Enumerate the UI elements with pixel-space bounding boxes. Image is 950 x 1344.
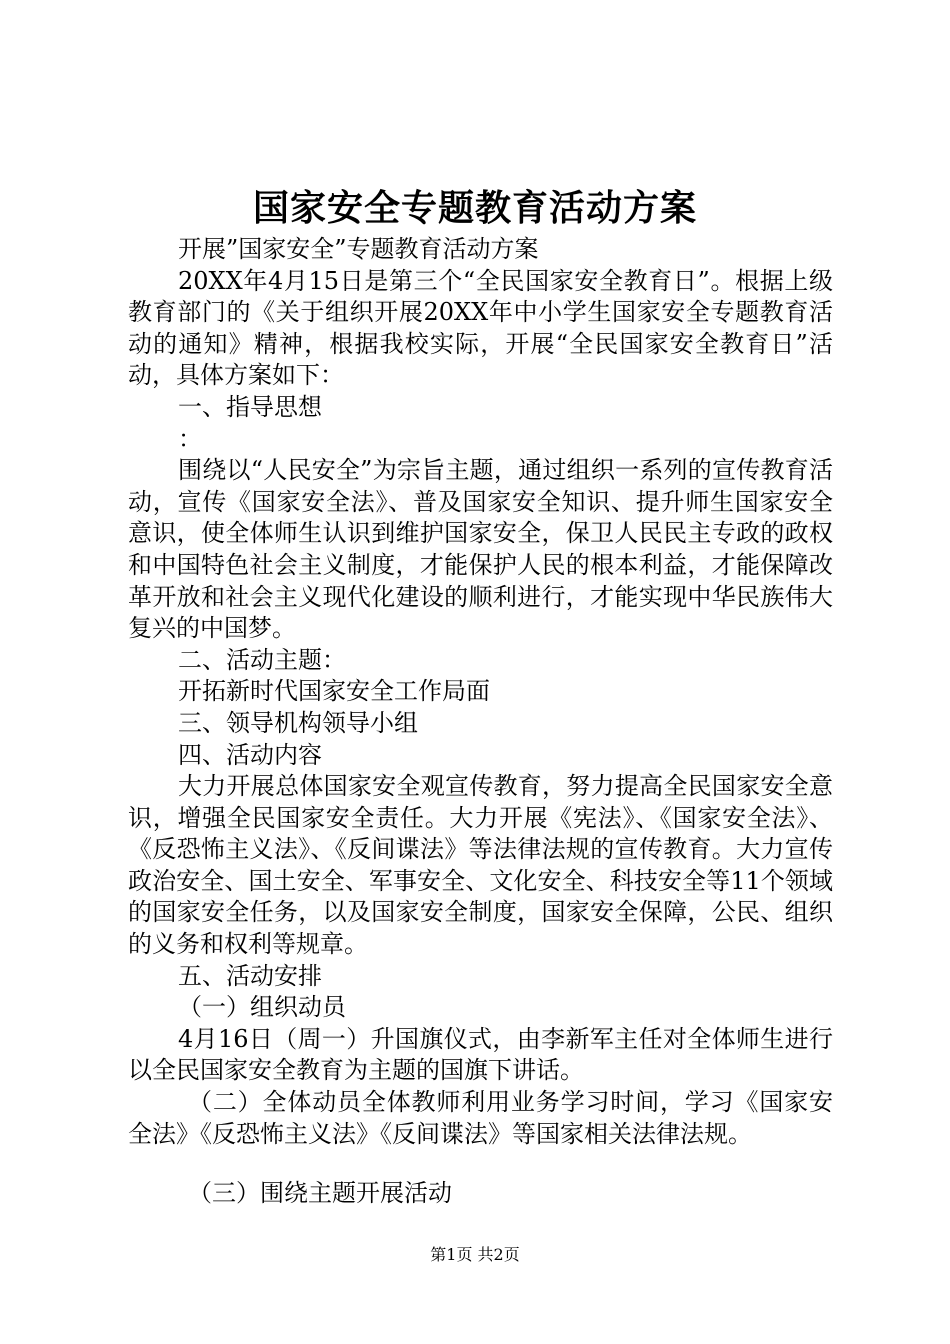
document-body bbox=[128, 234, 833, 1210]
document-title: 国家安全专题教育活动方案 bbox=[252, 187, 697, 229]
heading-guiding-ideology: 一、指导思想 bbox=[178, 392, 322, 421]
heading-activity-arrangement: 五、活动安排 bbox=[178, 961, 322, 990]
heading-activity-content: 四、活动内容 bbox=[178, 740, 322, 769]
page-footer: 第1页 共2页 bbox=[430, 1245, 520, 1264]
paragraph-subtitle: 开展”国家安全”专题教育活动方案 bbox=[178, 235, 539, 263]
paragraph-colon: ： bbox=[178, 424, 202, 453]
subheading-mobilization: （一）组织动员 bbox=[178, 993, 346, 1022]
paragraph-staff-study: （二）全体动员全体教师利用业务学习时间，学习《国家安全法》《反恐怖主义法》《反间谍法》等国家相关法律法规。 bbox=[128, 1088, 833, 1148]
paragraph-guiding-ideology: 围绕以“人民安全”为宗旨主题，通过组织一系列的宣传教育活动，宣传《国家安全法》、普及国家安全知识、提升师生国家安全意识，使全体师生认识到维护国家安全，保卫人民民主专政的政权和中国特色社会主义制度，才能保护人民的根本利益，才能保障改革开放和社会主义现代化建设的顺利进行，才能实现中华民族伟大复兴的中国梦。 bbox=[128, 456, 833, 643]
paragraph-activity-theme: 开拓新时代国家安全工作局面 bbox=[178, 677, 490, 706]
paragraph-flag-ceremony: 4月16日（周一）升国旗仪式，由李新军主任对全体师生进行以全民国家安全教育为主题的国旗下讲话。 bbox=[128, 1024, 833, 1085]
heading-activity-theme: 二、活动主题： bbox=[178, 645, 346, 674]
paragraph-intro: 20XX年4月15日是第三个“全民国家安全教育日”。根据上级教育部门的《关于组织开展20XX年中小学生国家安全专题教育活动的通知》精神，根据我校实际，开展“全民国家安全教育日”活动，具体方案如下： bbox=[128, 266, 833, 390]
paragraph-activity-content: 大力开展总体国家安全观宣传教育，努力提高全民国家安全意识，增强全民国家安全责任。大力开展《宪法》、《国家安全法》、《反恐怖主义法》、《反间谍法》等法律法规的宣传教育。大力宣传政治安全、国土安全、军事安全、文化安全、科技安全等11个领域的国家安全任务，以及国家安全制度，国家安全保障，公民、组织的义务和权利等规章。 bbox=[128, 772, 833, 959]
heading-leadership: 三、领导机构领导小组 bbox=[178, 708, 418, 737]
subheading-themed-activities: （三）围绕主题开展活动 bbox=[188, 1179, 452, 1208]
